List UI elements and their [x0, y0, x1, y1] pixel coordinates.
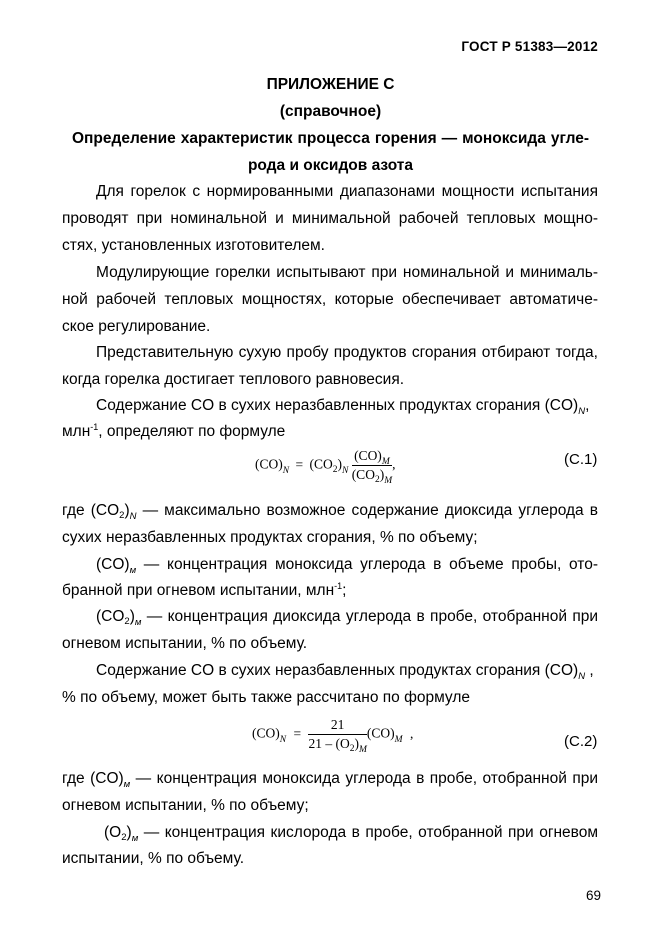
where-1-line-2: сухих неразбавленных продуктах сгорания, % по объему; — [62, 529, 478, 546]
formula-c1-number: (С.1) — [564, 451, 598, 468]
where-2-line-2: огневом испытании, % по объему; — [62, 797, 309, 814]
appendix-heading-line2: рода и оксидов азота — [247, 157, 414, 174]
where-1-line-3: $(CO)_м$ — концентрация моноксида углерода в объеме пробы, ото- — [96, 556, 598, 576]
appendix-title: ПРИЛОЖЕНИЕ С — [266, 76, 395, 93]
formula-c2-numerator: 21 — [308, 717, 366, 735]
formula-c2-denominator: $21 - (O_2)_M$ — [308, 736, 367, 755]
standard-header: ГОСТ Р 51383—2012 — [461, 39, 598, 54]
paragraph-2-line-3: ское регулирование. — [62, 318, 211, 335]
paragraph-4-line-1: Содержание CO в сухих неразбавленных продуктах сгорания $(CO)_N$, — [96, 397, 590, 417]
paragraph-3-line-1: Представительную сухую пробу продуктов сгорания отбирают тогда, — [96, 344, 598, 361]
paragraph-1-line-2: проводят при номинальной и минимальной рабочей тепловых мощно- — [62, 210, 598, 227]
page-number: 69 — [585, 888, 601, 903]
where-2-line-4: испытании, % по объему. — [62, 850, 245, 867]
where-2-line-1: где $(CO)_м$ — концентрация моноксида углерода в пробе, отобранной при — [62, 770, 598, 790]
formula-c1-fraction — [351, 448, 393, 486]
where-1-line-1: где $(CO2)_N$ — максимально возможное содержание диоксида углерода в — [62, 502, 598, 522]
paragraph-1-line-3: стях, установленных изготовителем. — [62, 237, 325, 254]
paragraph-1-line-1: Для горелок с нормированными диапазонами мощности испытания — [96, 183, 598, 200]
paragraph-5-line-2: % по объему, может быть также рассчитано по формуле — [62, 689, 470, 706]
appendix-heading-line1: Определение характеристик процесса горения — моноксида угле- — [72, 130, 589, 147]
paragraph-4-line-2: млн$^{-1}$, определяют по формуле — [62, 422, 286, 440]
formula-c2-number: (С.2) — [564, 733, 598, 750]
paragraph-2-line-1: Модулирующие горелки испытывают при номинальной и минималь- — [96, 264, 598, 281]
formula-c1-denominator: $(CO_2)_M$ — [351, 467, 393, 486]
paragraph-2-line-2: ной рабочей тепловых мощностях, которые обеспечивает автоматиче- — [62, 291, 598, 308]
paragraph-3-line-2: когда горелка достигает теплового равновесия. — [62, 371, 405, 388]
formula-c1-numerator: $(CO)_M$ — [352, 448, 392, 466]
formula-c1: $(CO)_N = (CO_2)_N$ $\frac{(CO)_M}{(CO_2)_M}$ , — [255, 448, 396, 486]
formula-c2-fraction — [308, 717, 367, 755]
where-2-line-3: $(O2)_м$ — концентрация кислорода в пробе, отобранной при огневом — [104, 824, 598, 844]
where-1-line-6: огневом испытании, % по объему. — [62, 635, 308, 652]
appendix-type: (справочное) — [279, 103, 382, 120]
where-1-line-5: $(CO2)_м$ — концентрация диоксида углерода в пробе, отобранной при — [96, 608, 598, 628]
formula-c2: $(CO)_N$ = $\frac{21}{21 - (O_2)_M}$ $(CO)_M$ , — [252, 717, 414, 755]
where-1-line-4: бранной при огневом испытании, млн$^{-1}$; — [62, 581, 347, 599]
paragraph-5-line-1: Содержание CO в сухих неразбавленных продуктах сгорания $(CO)_N$ , — [96, 662, 594, 682]
